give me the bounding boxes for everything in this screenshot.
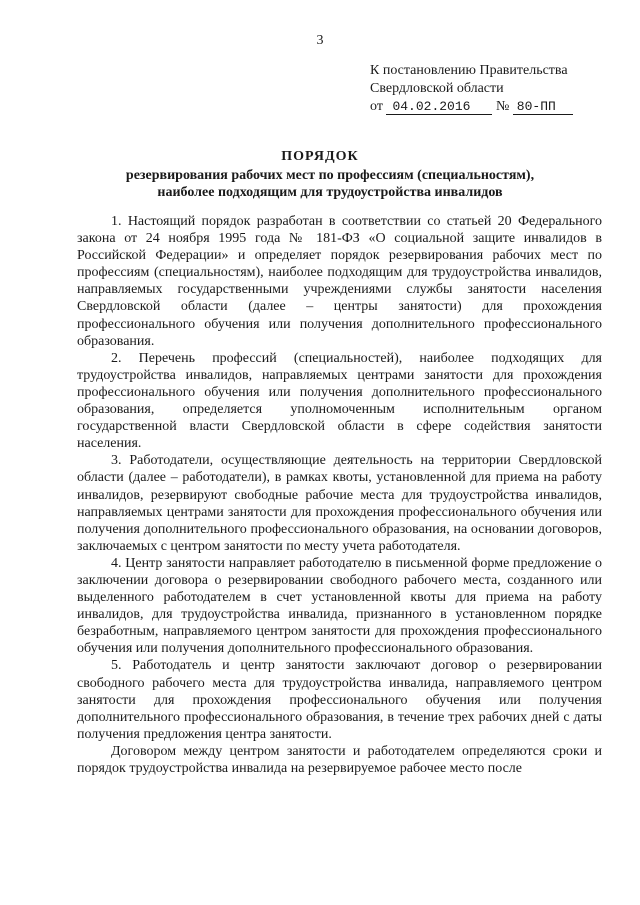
paragraph-3: 3. Работодатели, осуществляющие деятельность на территории Свердловской области (далее – работодатели), в рамках квоты, установленной для приема на работу инвалидов, резервируют свободные рабочие места для трудоустройства инвалидов, направляемых центрами занятости для прохождения профессионального обучения или получения дополнительного профессионального образования, на основании договоров, заключаемых с центром занятости по месту учета работодателя. [77,453,602,554]
reference-number-label: № [495,99,510,114]
paragraph-5: 5. Работодатель и центр занятости заключают договор о резервировании свободного рабочего места для трудоустройства инвалида, направляемого центром занятости для прохождения профессионального обучения или получения дополнительного профессионального образования, в течение трех рабочих дней с даты получения предложения центра занятости. [77,658,602,742]
document-subtitle: резервирования рабочих мест по профессиям (специальностям), наиболее подходящим для трудоустройства инвалидов [125,168,535,200]
reference-date: 04.02.2016 [386,99,492,115]
reference-from-label: от [370,99,383,114]
paragraph-6: Договором между центром занятости и работодателем определяются сроки и порядок трудоустройства инвалида на резервируемое рабочее место после [77,743,602,776]
paragraph-1: 1. Настоящий порядок разработан в соответствии со статьей 20 Федерального закона от 24 ноября 1995 года № 181-ФЗ «О социальной защите инвалидов в Российской Федерации» и определяет порядок резервирования рабочих мест по профессиям (специальностям), наиболее подходящим для трудоустройства инвалидов, направляемых государственными учреждениями службы занятости населения Свердловской области (далее – центры занятости) для прохождения профессионального обучения или получения дополнительного профессионального образования. [77,214,602,349]
reference-line-1: К постановлению Правительства [370,63,568,78]
paragraph-2: 2. Перечень профессий (специальностей), наиболее подходящих для трудоустройства инвалидов, направляемых центрами занятости для прохождения профессионального обучения или получения дополнительного профессионального образования, определяется уполномоченным исполнительным органом государственной власти Свердловской области в сфере содействия занятости населения. [77,350,602,452]
paragraph-4: 4. Центр занятости направляет работодателю в письменной форме предложение о заключении договора о резервировании свободного рабочего места, созданного или выделенного работодателем в счет установленной квоты для приема на работу инвалидов, для трудоустройства инвалида, признанного в установленном порядке безработным, направляемого центром занятости для прохождения профессионального обучения или получения дополнительного профессионального образования. [77,555,602,657]
reference-number: 80-ПП [513,99,573,115]
reference-line-2: Свердловской области [370,81,504,96]
reference-date-number-line [370,98,573,116]
page-number: 3 [316,33,324,48]
document-title: ПОРЯДОК [281,149,359,164]
document-body [77,213,602,777]
resolution-reference [370,62,573,116]
